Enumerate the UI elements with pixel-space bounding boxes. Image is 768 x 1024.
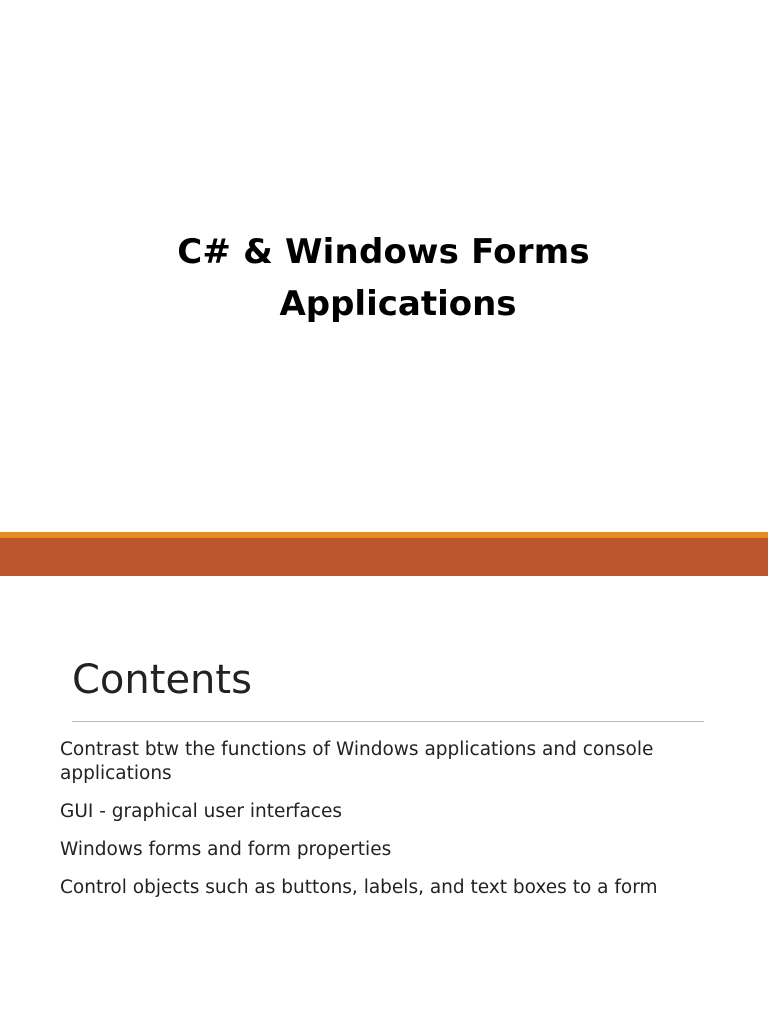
contents-item: Windows forms and form properties (60, 839, 392, 860)
contents-item: Contrast btw the functions of Windows applications and console applications (60, 739, 654, 784)
contents-list (60, 738, 740, 914)
contents-heading: Contents (72, 657, 252, 703)
slide-title-line-2: Applications (279, 284, 517, 324)
slide-title-line-1: C# & Windows Forms (177, 232, 590, 272)
contents-item: GUI - graphical user interfaces (60, 801, 342, 822)
contents-item: Control objects such as buttons, labels, and text boxes to a form (60, 877, 658, 898)
accent-band (0, 538, 768, 576)
heading-divider (72, 721, 704, 722)
